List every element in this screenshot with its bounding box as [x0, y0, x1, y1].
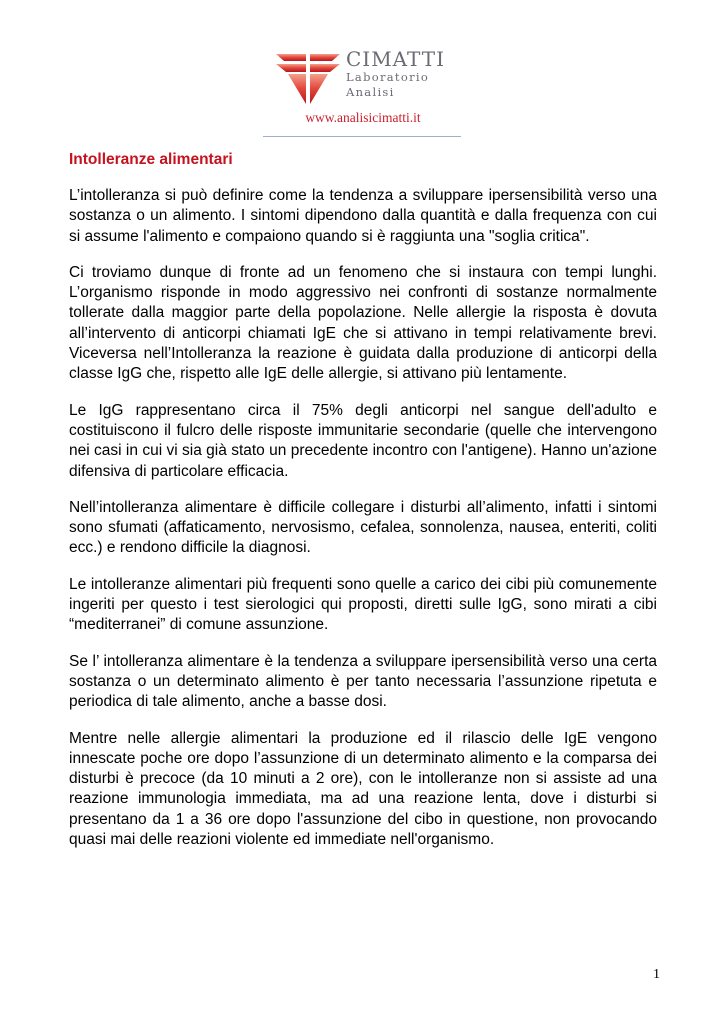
paragraph: Ci troviamo dunque di fronte ad un fenomeno che si instaura con tempi lunghi. L’organismo risponde in modo aggressivo nei confronti di sostanze normalmente tollerate dalla maggior parte della popolazione. Nelle allergie la risposta è dovuta all’intervento di anticorpi chiamati IgE che si attivano in tempi relativamente brevi. Viceversa nell’Intolleranza la reazione è guidata dalla produzione di anticorpi della classe IgG che, rispetto alle IgE delle allergie, si attivano più lentamente. — [69, 263, 657, 383]
header-divider — [263, 136, 461, 137]
paragraph: Mentre nelle allergie alimentari la produzione ed il rilascio delle IgE vengono innescate poche ore dopo l’assunzione di un determinato alimento e la comparsa dei disturbi è precoce (da 10 minuti a 2 ore), con le intolleranze non si assiste ad una reazione immunologia immediata, ma ad una reazione lenta, dove i disturbi si presentano da 1 a 36 ore dopo l'assunzione del cibo in questione, non provocando quasi mai delle reazioni violente ed immediate nell'organismo. — [69, 729, 657, 849]
paragraph: Le IgG rappresentano circa il 75% degli anticorpi nel sangue dell'adulto e costituiscono il fulcro delle risposte immunitarie secondarie (quelle che intervengono nei casi in cui vi sia già stato un precedente incontro con l'antigene). Hanno un'azione difensiva di particolare efficacia. — [69, 401, 657, 480]
paragraph: Le intolleranze alimentari più frequenti sono quelle a carico dei cibi più comunemente ingeriti per questo i test sierologici qui proposti, diretti sulle IgG, sono mirati a cibi “mediterranei” di comune assunzione. — [69, 575, 657, 634]
header-logo — [272, 48, 472, 108]
paragraph: L’intolleranza si può definire come la tendenza a sviluppare ipersensibilità verso una sostanza o un alimento. I sintomi dipendono dalla quantità e dalla frequenza con cui si assume l'alimento e compaiono quando si è raggiunta una "soglia critica". — [69, 187, 657, 245]
brand-name: CIMATTI — [346, 47, 445, 71]
website-link[interactable]: www.analisicimatti.it — [305, 110, 421, 125]
brand-text — [346, 48, 445, 100]
paragraph: Se l’ intolleranza alimentare è la tendenza a sviluppare ipersensibilità verso una certa sostanza o un determinato alimento è per tanto necessaria l’assunzione ripetuta e periodica di tale alimento, anche a basse dosi. — [69, 652, 657, 711]
page-number: 1 — [653, 967, 660, 982]
cimatti-logo-icon — [272, 48, 344, 108]
paragraph: Nell’intolleranza alimentare è difficile collegare i disturbi all’alimento, infatti i sintomi sono sfumati (affaticamento, nervosismo, cefalea, sonnolenza, nausea, enteriti, coliti ecc.) e rendono difficile la diagnosi. — [69, 498, 657, 557]
brand-subtitle-2: Analisi — [346, 85, 395, 99]
brand-subtitle-1: Laboratorio — [346, 70, 430, 84]
article-body — [69, 150, 657, 866]
article-title: Intolleranze alimentari — [69, 151, 233, 168]
